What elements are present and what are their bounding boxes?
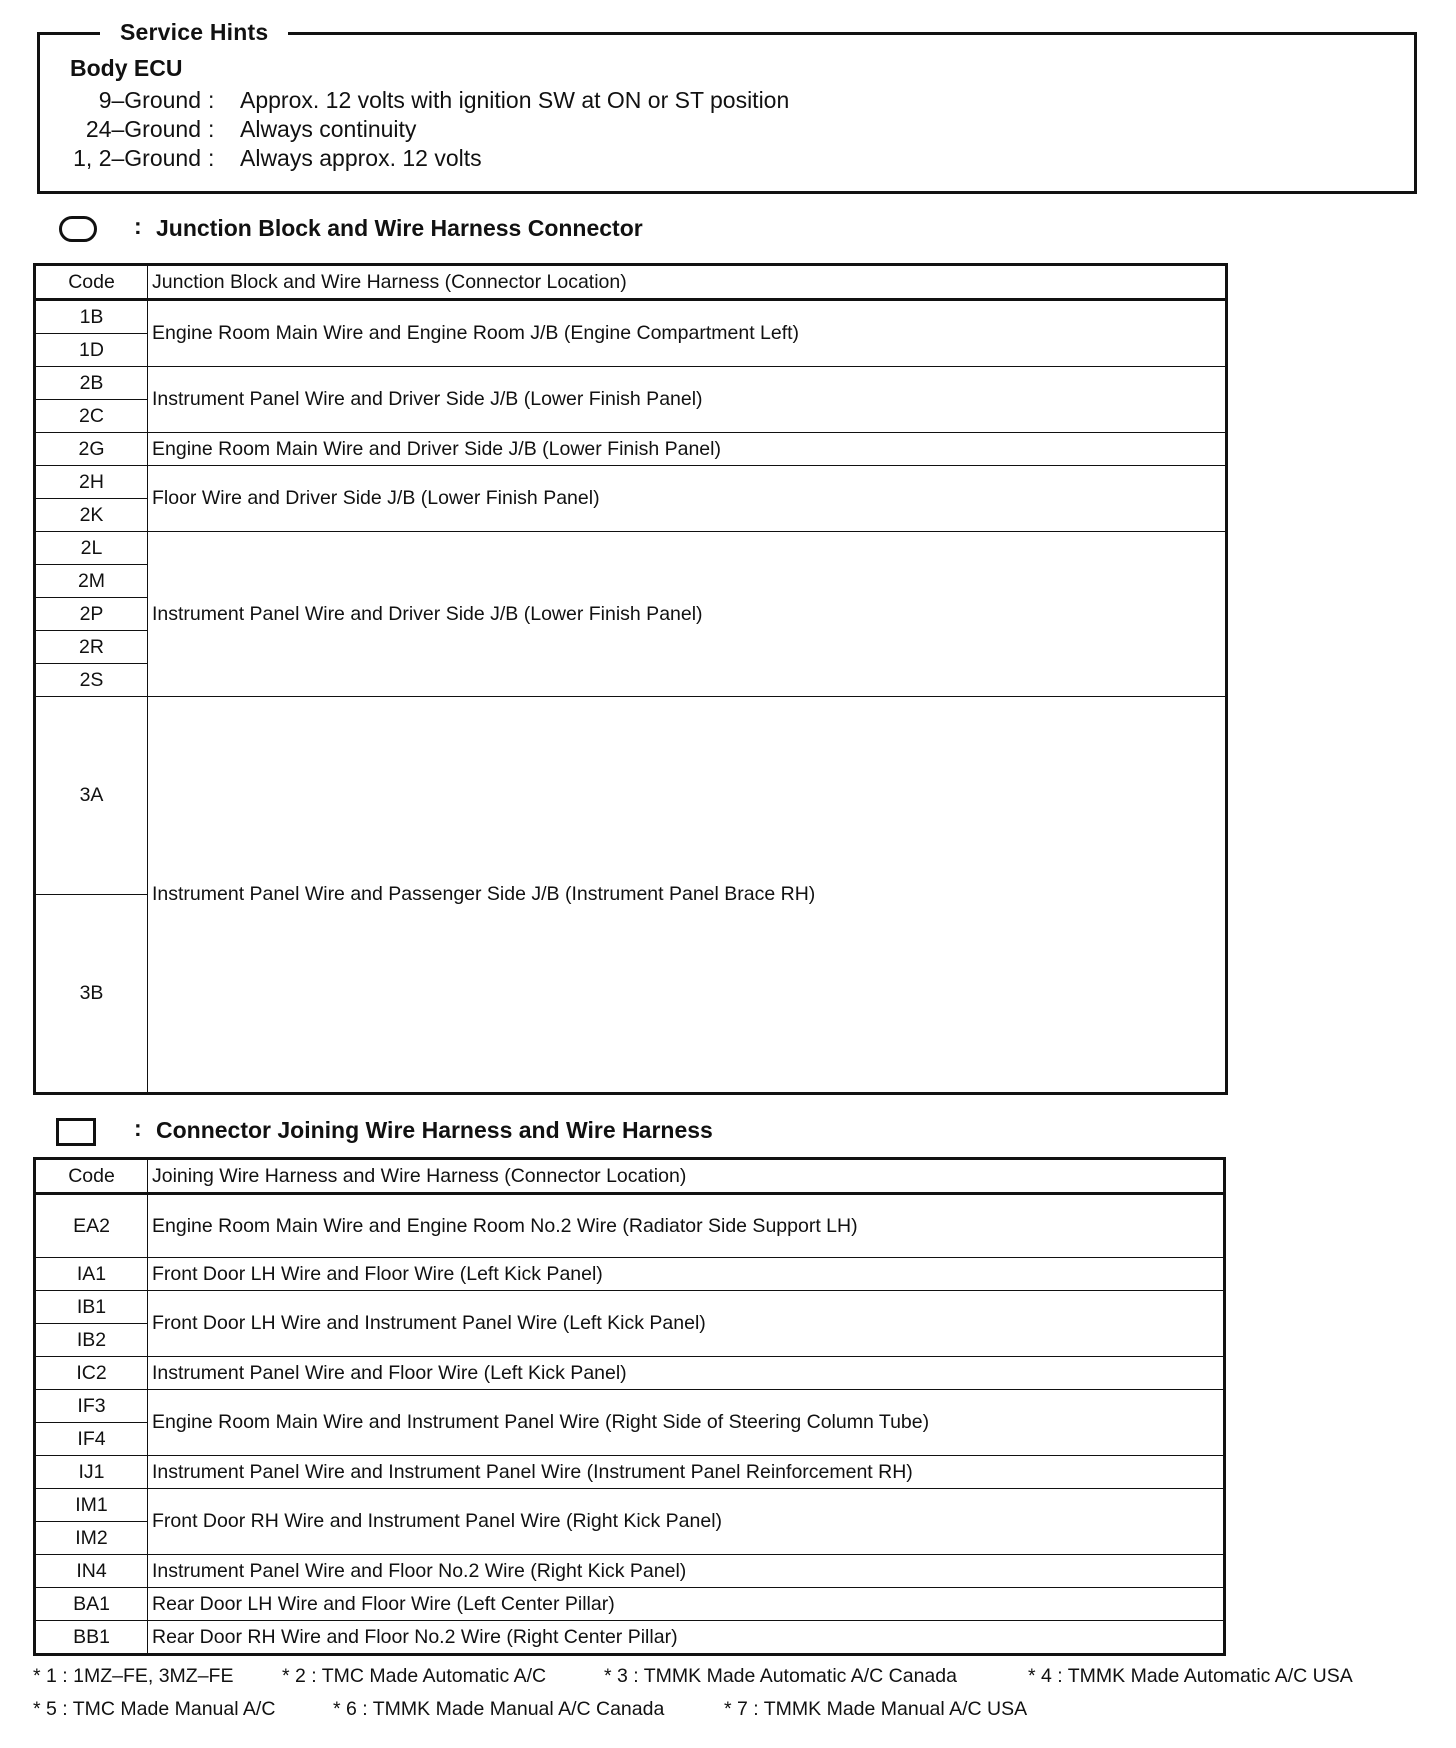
- code-cell: 2M: [35, 565, 148, 598]
- code-cell: BA1: [35, 1588, 148, 1621]
- table-header-row: [35, 1159, 1225, 1194]
- description-cell: Instrument Panel Wire and Driver Side J/B (Lower Finish Panel): [148, 367, 1227, 433]
- code-cell: 1B: [35, 300, 148, 334]
- hint-row: [40, 145, 1414, 175]
- table-header-row: [35, 265, 1227, 300]
- description-cell: Rear Door LH Wire and Floor Wire (Left Center Pillar): [148, 1588, 1225, 1621]
- code-cell: IB1: [35, 1291, 148, 1324]
- table-row: [35, 1357, 1225, 1390]
- hint-pin: 9–Ground: [98, 87, 201, 113]
- table-row: [35, 697, 1227, 895]
- description-cell: Engine Room Main Wire and Driver Side J/B (Lower Finish Panel): [148, 433, 1227, 466]
- service-hints-title: Service Hints: [100, 19, 288, 46]
- code-cell: 2R: [35, 631, 148, 664]
- hint-separator: :: [208, 145, 215, 171]
- code-cell: EA2: [35, 1194, 148, 1258]
- table-row: [35, 532, 1227, 565]
- code-cell: 2B: [35, 367, 148, 400]
- table-row: [35, 1194, 1225, 1258]
- table-row: [35, 1456, 1225, 1489]
- code-cell: 2P: [35, 598, 148, 631]
- hint-text: Always approx. 12 volts: [240, 145, 482, 171]
- service-hints-box: [37, 19, 1417, 194]
- hint-pin: 24–Ground: [85, 116, 201, 142]
- code-cell: 2S: [35, 664, 148, 697]
- code-cell: IM2: [35, 1522, 148, 1555]
- section-colon: :: [134, 213, 142, 239]
- code-cell: IC2: [35, 1357, 148, 1390]
- table-row: [35, 433, 1227, 466]
- code-cell: 2K: [35, 499, 148, 532]
- table-row: [35, 466, 1227, 499]
- junction-block-symbol-icon: [59, 216, 97, 242]
- description-cell: Engine Room Main Wire and Engine Room No.2 Wire (Radiator Side Support LH): [148, 1194, 1225, 1258]
- code-cell: IM1: [35, 1489, 148, 1522]
- hint-separator: :: [208, 116, 215, 142]
- footnote: * 5 : TMC Made Manual A/C: [33, 1698, 276, 1720]
- footnote: * 1 : 1MZ–FE, 3MZ–FE: [33, 1665, 234, 1687]
- code-cell: 3A: [35, 697, 148, 895]
- description-header: Joining Wire Harness and Wire Harness (Connector Location): [148, 1159, 1225, 1194]
- connector-symbol-icon: [56, 1118, 96, 1146]
- hint-pin: 1, 2–Ground: [73, 145, 201, 171]
- code-cell: IN4: [35, 1555, 148, 1588]
- code-cell: 2H: [35, 466, 148, 499]
- code-cell: 2C: [35, 400, 148, 433]
- code-cell: 2L: [35, 532, 148, 565]
- table-row: [35, 1621, 1225, 1655]
- footnote: * 2 : TMC Made Automatic A/C: [282, 1665, 547, 1687]
- footnote: * 3 : TMMK Made Automatic A/C Canada: [604, 1665, 957, 1687]
- table-row: [35, 367, 1227, 400]
- description-cell: Engine Room Main Wire and Instrument Panel Wire (Right Side of Steering Column Tube): [148, 1390, 1225, 1456]
- table-row: [35, 1489, 1225, 1522]
- footnote: * 6 : TMMK Made Manual A/C Canada: [333, 1698, 665, 1720]
- description-cell: Instrument Panel Wire and Floor Wire (Left Kick Panel): [148, 1357, 1225, 1390]
- table-row: [35, 1390, 1225, 1423]
- hint-row: [40, 87, 1414, 117]
- description-cell: Engine Room Main Wire and Engine Room J/B (Engine Compartment Left): [148, 300, 1227, 367]
- code-cell: 1D: [35, 334, 148, 367]
- table-row: [35, 1555, 1225, 1588]
- description-cell: Front Door LH Wire and Floor Wire (Left Kick Panel): [148, 1258, 1225, 1291]
- connector-section-title: Connector Joining Wire Harness and Wire Harness: [156, 1117, 713, 1143]
- hint-text: Approx. 12 volts with ignition SW at ON or ST position: [240, 87, 790, 113]
- code-header: Code: [35, 1159, 148, 1194]
- component-name: Body ECU: [70, 55, 183, 81]
- junction-section-title: Junction Block and Wire Harness Connector: [156, 215, 643, 241]
- junction-block-table: [33, 263, 1228, 1095]
- description-header: Junction Block and Wire Harness (Connector Location): [148, 265, 1227, 300]
- description-cell: Instrument Panel Wire and Passenger Side J/B (Instrument Panel Brace RH): [148, 697, 1227, 1094]
- description-cell: Front Door LH Wire and Instrument Panel Wire (Left Kick Panel): [148, 1291, 1225, 1357]
- footnote: * 7 : TMMK Made Manual A/C USA: [724, 1698, 1028, 1720]
- code-cell: IB2: [35, 1324, 148, 1357]
- section-colon: :: [134, 1115, 142, 1141]
- code-cell: IA1: [35, 1258, 148, 1291]
- table-row: [35, 1588, 1225, 1621]
- table-row: [35, 1258, 1225, 1291]
- code-cell: 3B: [35, 895, 148, 1094]
- table-row: [35, 300, 1227, 334]
- description-cell: Instrument Panel Wire and Driver Side J/B (Lower Finish Panel): [148, 532, 1227, 697]
- hint-separator: :: [208, 87, 215, 113]
- table-row: [35, 1291, 1225, 1324]
- code-cell: IF4: [35, 1423, 148, 1456]
- code-header: Code: [35, 265, 148, 300]
- code-cell: IF3: [35, 1390, 148, 1423]
- code-cell: 2G: [35, 433, 148, 466]
- footnote: * 4 : TMMK Made Automatic A/C USA: [1028, 1665, 1353, 1687]
- code-cell: BB1: [35, 1621, 148, 1655]
- description-cell: Instrument Panel Wire and Floor No.2 Wire (Right Kick Panel): [148, 1555, 1225, 1588]
- description-cell: Instrument Panel Wire and Instrument Panel Wire (Instrument Panel Reinforcement RH): [148, 1456, 1225, 1489]
- description-cell: Floor Wire and Driver Side J/B (Lower Finish Panel): [148, 466, 1227, 532]
- description-cell: Front Door RH Wire and Instrument Panel Wire (Right Kick Panel): [148, 1489, 1225, 1555]
- connector-table: [33, 1157, 1226, 1656]
- code-cell: IJ1: [35, 1456, 148, 1489]
- hint-row: [40, 116, 1414, 146]
- description-cell: Rear Door RH Wire and Floor No.2 Wire (Right Center Pillar): [148, 1621, 1225, 1655]
- hint-text: Always continuity: [240, 116, 417, 142]
